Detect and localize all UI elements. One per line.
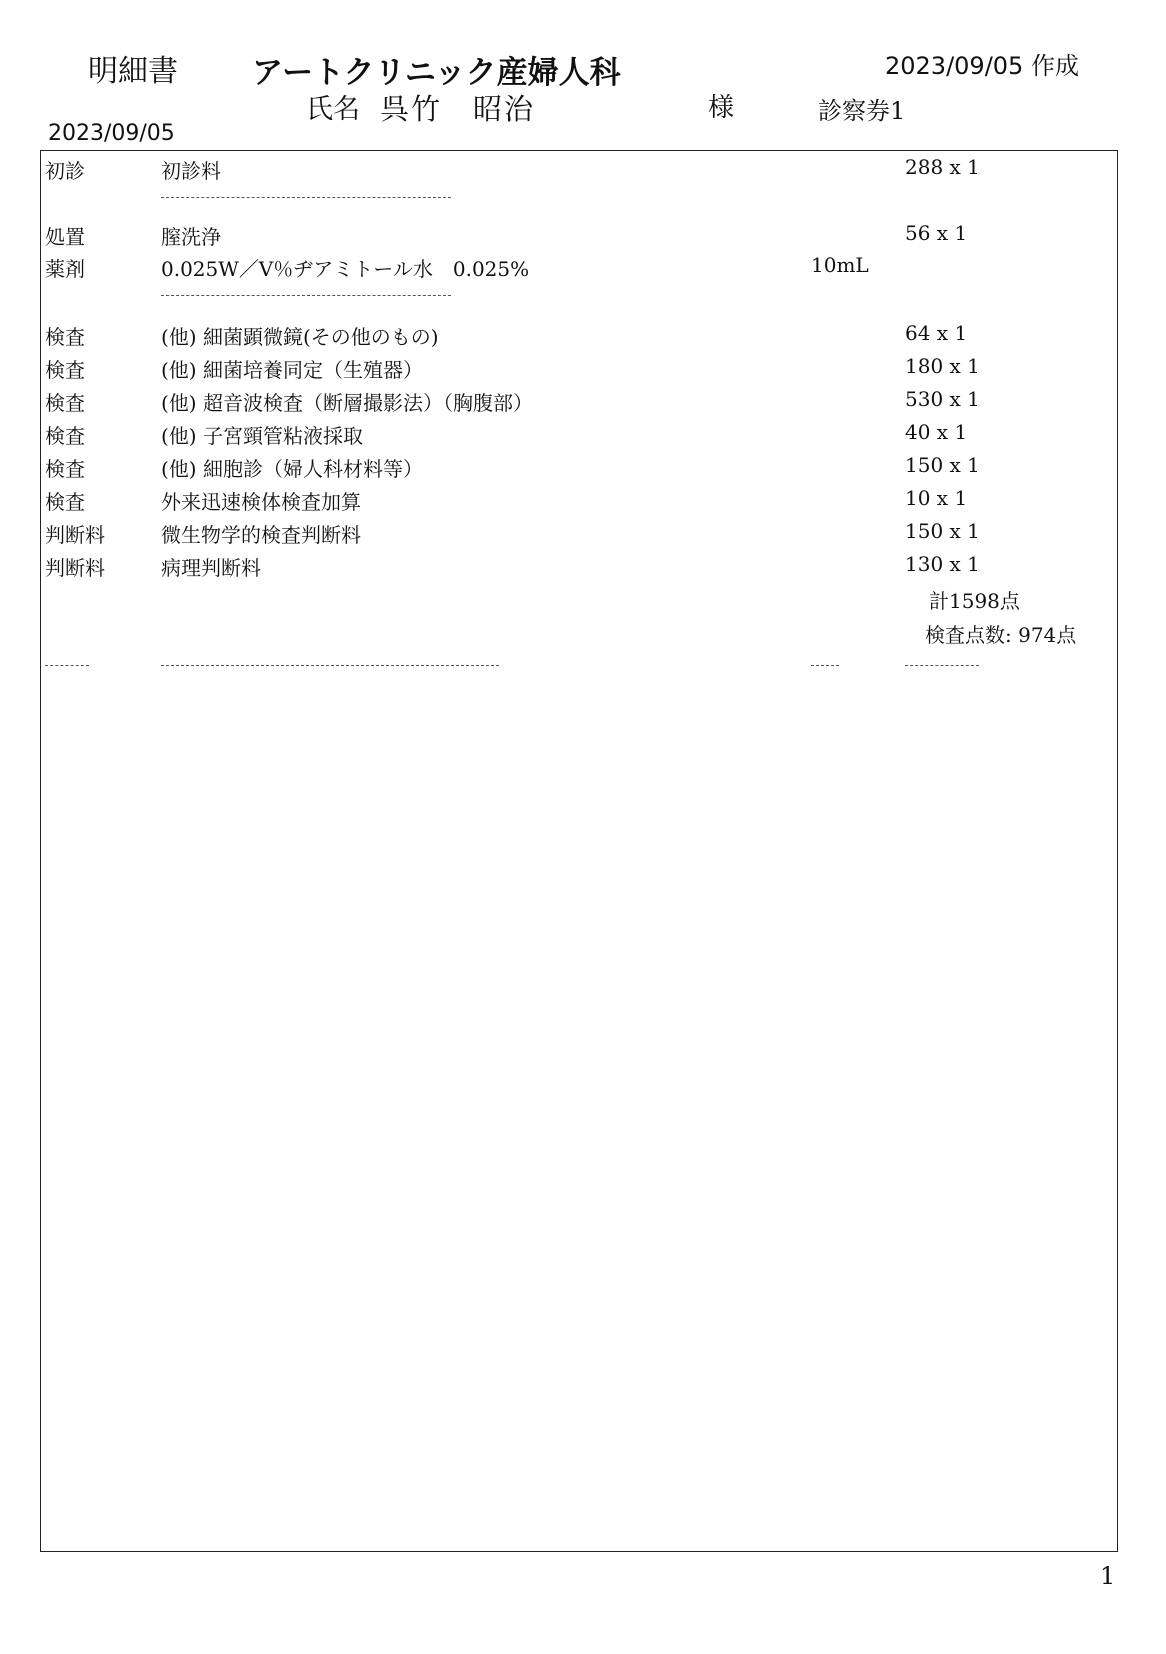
table-row [41,486,1117,516]
row-points: 10 x 1 [905,486,968,510]
table-row [41,387,1117,417]
row-points: 56 x 1 [905,221,968,245]
honorific: 様 [708,93,735,123]
row-item: 微生物学的検査判断料 [161,523,361,547]
ticket-number: 診察券1 [818,97,906,125]
row-item: (他) 細菌培養同定（生殖器） [161,358,423,382]
end-separator [811,665,839,666]
row-points: 180 x 1 [905,354,980,378]
table-row [41,552,1117,582]
row-item: 初診料 [161,159,221,183]
row-item: 外来迅速検体検査加算 [161,490,361,514]
row-points: 288 x 1 [905,155,980,179]
row-category: 検査 [45,358,85,382]
exam-points: 検査点数: 974点 [925,623,1077,647]
row-item: 膣洗浄 [161,225,221,249]
row-points: 40 x 1 [905,420,968,444]
row-category: 検査 [45,325,85,349]
row-points: 130 x 1 [905,552,980,576]
row-points: 150 x 1 [905,453,980,477]
clinic-name: アートクリニック産婦人科 [252,55,621,91]
row-item: (他) 細胞診（婦人科材料等） [161,457,423,481]
row-category: 検査 [45,490,85,514]
table-row [41,221,1117,251]
row-quantity: 10mL [811,253,869,277]
document-type: 明細書 [88,54,178,89]
page-number: 1 [1100,1562,1116,1590]
row-item: 0.025W／V％ヂアミトール水 0.025% [161,257,530,281]
row-points: 530 x 1 [905,387,980,411]
row-item: 病理判断料 [161,556,261,580]
statement-table [40,150,1118,1552]
row-category: 初診 [45,159,85,183]
total-points: 計1598点 [929,589,1020,613]
end-separator [45,665,89,666]
table-row [41,519,1117,549]
table-row [41,354,1117,384]
row-item: (他) 細菌顕微鏡(その他のもの) [161,325,439,349]
row-points: 150 x 1 [905,519,980,543]
row-item: (他) 超音波検査（断層撮影法）（胸腹部） [161,391,533,415]
row-item: (他) 子宮頸管粘液採取 [161,424,363,448]
row-category: 判断料 [45,556,105,580]
end-separator [905,665,979,666]
row-points: 64 x 1 [905,321,968,345]
row-category: 検査 [45,391,85,415]
created-date: 2023/09/05 作成 [885,52,1079,80]
separator [161,197,451,198]
table-row [41,453,1117,483]
separator [161,295,451,296]
table-row [41,155,1117,185]
row-category: 判断料 [45,523,105,547]
table-row [41,253,1117,283]
patient-name: 呉竹 昭治 [380,92,536,126]
table-row [41,321,1117,351]
table-row [41,420,1117,450]
row-category: 薬剤 [45,257,85,281]
row-category: 検査 [45,457,85,481]
end-separator [161,665,499,666]
row-category: 処置 [45,225,85,249]
visit-date: 2023/09/05 [48,121,175,146]
name-label: 氏名 [306,94,360,125]
row-category: 検査 [45,424,85,448]
